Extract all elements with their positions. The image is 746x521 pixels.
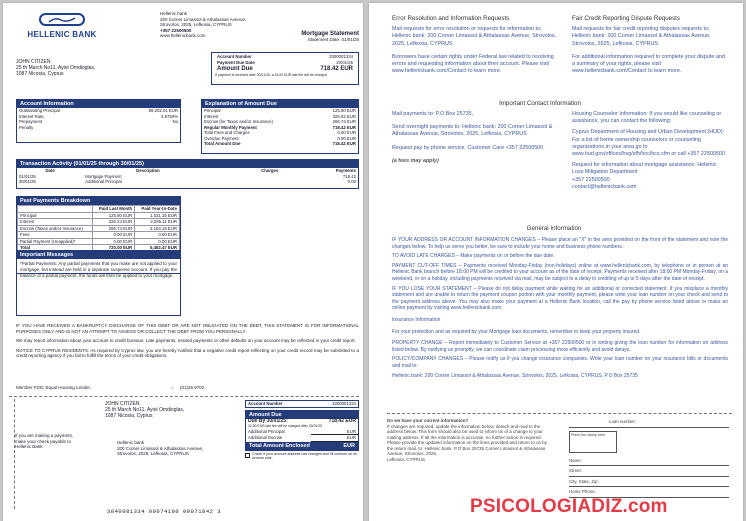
name-field[interactable] [569,456,729,467]
explanation-panel [201,99,359,154]
table-cell: 0.00 EUR [92,232,134,239]
fair-credit-body: Mail requests for fair credit reporting disputes requests to: Hellenic bank: 200 Corner Limassol & Athalassas Avenue, Strovolos, 2025, Lefkosia, CYPRUS [572,26,711,47]
table-cell: Regular Monthly Payment [204,124,257,130]
coupon-amount-box [245,400,359,461]
additional-info-text: For additional information required to complete your dispute and a summary of your rights, please visit www.hellenicbank.com/Contact to learn more. [572,53,725,75]
loan-number-label: Loan number: [609,419,637,424]
table-cell: 125.80 EUR [92,212,134,219]
coupon-divider [9,396,359,397]
table-cell: Total [18,245,93,252]
statement-title: Mortgage Statement [301,31,359,37]
table-cell: Escrow (Taxes and/or Insurance) [18,225,93,232]
address-change-instructions: IF YOUR ADDRESS OR ACCOUNT INFORMATION CHANGES – Please place an "X" in the area provided on the front of the statement and note the changes below. To help us serve you better, be sure to include your home and business phone numbers. [392,237,728,250]
table-cell: Interest [204,113,219,119]
table-cell: 89,202.01 EUR [148,108,178,113]
table-header: Paid Last Month [92,206,134,213]
coupon-bank-address: 200 Corner Limassol & Athalassas Avenue, [117,445,204,451]
overnight-payments-text: Send overnight payments to: Hellenic bank: 200 Corner Limassol & Athalassas Avenue, Strovolos, 2025, Lefkosia, CYPRUS [392,124,553,138]
past-payments-table [17,205,180,252]
coupon-amount-due-title: Amount Due [246,411,358,419]
table-cell: Overdue Payment [204,135,239,141]
amount-due-value: 718.42 EUR [320,66,353,72]
watermark-domain: .com [622,496,668,517]
table-header: Paid Year-to-Date [135,206,180,213]
coupon-account-label: Account Number [248,401,283,406]
mitigation-text: Request for information about mortgage assistance: Hellenic Loss Mitigation Department [572,162,717,176]
mail-payments-text: Mail payments to: P.O.Box 25735, [392,111,474,117]
coupon-bank-address [117,440,227,457]
new-address-title: Do we have your current information? [387,418,469,423]
table-cell: 0.00 EUR [337,130,356,135]
table-header: Payments [335,168,356,173]
table-row [202,141,358,147]
watermark [470,496,668,518]
table-cell: 3.8750% [161,113,178,119]
stamp-box [569,431,617,453]
statement-title-block [261,31,359,43]
bank-phone: +357 22500500 [160,27,192,33]
table-row [17,125,180,131]
additional-escrow-label: Additional Escrow [248,434,283,440]
statement-back-page [369,3,743,521]
table-cell: No [172,119,178,124]
account-number-value: 3300001334 [329,54,353,59]
table-cell: 326.24 EUR [92,219,134,226]
address-change-checkbox[interactable] [245,453,250,458]
name-label: Name: [569,457,582,463]
account-information-panel [16,99,181,143]
table-cell: Outstanding Principal [19,108,60,113]
table-cell: Total Fees and Charges [204,130,250,135]
error-resolution-title: Error Resolution and Information Requests [392,15,510,22]
table-cell: 0.00 EUR [337,135,356,141]
cutoff-times-text: PAYMENT CUT-OFF TIMES – Payments received Monday-Friday (non-holidays) online at www.hellenicbank.com, by telephone or in person at an Hellenic Bank branch before 18:00 PM will be credited to your account as of the date of receipt. Payments received after 18:00 PM Monday-Friday, on a weekend, or on a holiday, including payments received via mail, may be subject to a delay in crediting of up to 5 days after the date of receipt. [392,262,728,282]
table-cell: 30/01/25 [19,179,36,184]
coupon-side-note: If you are making a payment, make your check payable to Hellenic Bank. [15,433,74,449]
coupon-customer-street: 25 th March No11, Ayioi Omdioglas, [105,407,185,413]
pay-by-phone-text: Request pay by phone service. Customer Care +357 22500500 [392,144,544,151]
lost-statement-text: IF YOU LOSE YOUR STATEMENT – Please do not delay payment while waiting for an additional or corrected statement. If you misplace a monthly statement and are unable to return the payment coupon portion with your monthly payment, please write your loan number on your check and send to the payment address above. You may also make your payment at a Hellenic Bank location, call the pay by phone service listed above or make an online payment by visiting www.hellenicbank.com. [392,285,728,312]
transaction-activity-panel [16,159,359,189]
new-address-body: If changes are required, update the information below, detach and mail to the address below. This form should also be used to inform us of a change to your mailing address. If all the information is accurate, no further action is required. Please provide the updated information on the lines provided and return to us by the return mail, to: Hellenic bank. P.O Box 25735 Corner Limassol & Athalassas Avenue, Strovolos, 2025, [387,423,547,456]
micr-line: 3840081334 00074100 00071842 3 [107,508,222,515]
customer-name: JOHN CITIZEN [16,59,51,65]
policy-address: Hellenic bank: 200 Corner Limassol & Athalassas Avenue, Strovolos, 2025, Lefkosia, CYPRUS, P.O Box 25735 [392,372,638,379]
housing-counselor-text: Housing Counselor Information: If you would like counseling or assistance, you can contact the following: [572,111,722,125]
total-enclosed-label: Total Amount Enclosed [249,442,310,449]
table-cell: 266.74 EUR [92,225,134,232]
cyprus-residents-notice: NOTICE TO CYPRUS RESIDENTS: As required by Cyprus law, you are hereby notified that a negative credit report reflecting on your credit record may be submitted to a credit reporting agency if you fail to fulfill the terms of your credit obligations. [16,347,359,358]
error-resolution-section [392,15,557,75]
table-cell: 0.00 EUR [92,238,134,245]
hud-text: Cyprus Department of Housing and Urban Development (HUD): For a list of home ownership counselors or counseling organizations in your area go to www.hud.gov/offices/hsg/sfh/hcc/hcs.cfm or call +357 22500500 [572,129,725,158]
new-address-section [387,418,547,462]
error-resolution-body: Mail requests for error resolution or requests for information to: Hellenic bank: 200 Corner Limassol & Athalassas Avenue, Strovolos, 2025, Lefkosia, CYPRUS [392,26,557,47]
home-phone-label: Home Phone: [569,489,596,494]
table-cell [213,179,281,185]
credit-report-notice: We may report information about your account to credit bureaus. Late payments, missed payments or other defaults on your account may be reflected in your credit report. [16,338,356,343]
amount-due-label: Amount Due [217,66,253,72]
fees-note: (a fees may apply) [392,157,439,164]
table-cell: Interest [18,219,93,226]
table-cell: Interest Rate [19,113,44,119]
bank-web: www.hellenicbank.com [160,33,206,38]
currency-label: EUR [346,428,356,434]
table-cell: Penalty [19,124,34,130]
statement-date: Statement Date: 01/01/25 [307,37,359,42]
important-messages-panel [16,250,181,316]
table-row [17,179,358,185]
fair-credit-title: Fair Credit Reporting Dispute Requests [572,15,680,22]
policy-change-text: POLICY/COMPANY CHANGES – Please notify us if you change insurance companies. Write your loan number on your insurance bills or documents and mail to: [392,356,728,369]
table-cell: 01/01/25 [19,173,36,179]
account-information-title: Account Information [17,100,180,108]
account-number-label: Account Number [217,54,252,59]
bank-name: Hellenic bank [160,11,188,16]
additional-principal-label: Additional Principal [248,428,285,434]
street-label: Street: [569,468,582,473]
coupon-due-by: Due By 30/01/25: [248,417,288,424]
past-payments-title: Past Payments Breakdown [17,197,180,205]
table-cell: 5,462.47 EUR [135,245,180,252]
coupon-customer-address [105,401,225,419]
table-header: Description [136,168,160,173]
table-cell: Additional Principal [85,179,122,184]
coupon-side-perforation [9,399,15,509]
due-date-label: Payment Due Date [217,59,255,65]
table-cell: 0.00 EUR [135,238,180,245]
table-cell: 125.80 EUR [332,108,356,113]
table-cell: 0.00 EUR [135,232,180,239]
address-change-row [245,452,359,461]
table-cell: Prepayment [19,119,43,124]
street-field[interactable] [569,466,729,477]
table-cell: Principal [204,108,221,113]
address-change-label: Check if your account address has changed and fill conform on its reverse side. [252,451,357,461]
explanation-title: Explanation of Amount Due [202,100,358,108]
explanation-table [202,108,358,147]
bank-address-block [160,11,260,39]
customer-city: 1087 Nicosia, Cyprus [16,71,64,77]
table-cell: 266.74 EUR [332,119,356,124]
property-change-text: PROPERTY CHANGE – Report immediately to Customer Service at +357 22500500 or in writing giving the loan number for information on address listed below. By notifying us promptly, we can coordinate claim processing more efficiently and avoid delays. [392,340,728,353]
currency-label: EUR [346,435,356,440]
table-cell: 720.00 EUR [92,245,134,252]
bank-address-line: 200 Corner Limassol & Athalassas Avenue, [160,16,247,22]
table-cell: Partial Payment (Unapplied)* [18,238,93,245]
table-cell: 718.42 EUR [332,124,356,130]
table-header: Date [45,168,55,173]
fair-credit-section [572,15,728,75]
logo-mark-icon [39,13,85,26]
coupon-customer-city: 1087 Nicosia, Cyprus [105,413,153,419]
customer-street: 25 th March No11, Ayioi Omdioglas, [16,65,96,71]
table-cell: Mortgage Payment [85,173,122,179]
table-cell: Escrow (for Taxes and/or Insurance) [204,119,273,124]
watermark-text: PSICOLOGIADIZ [470,496,623,517]
account-information-table [17,108,180,130]
insurance-title: Insurance Information [392,316,441,323]
contact-right-section [572,111,728,191]
table-cell [110,125,180,131]
contact-left-section [392,111,557,165]
table-cell: 718.42 EUR [332,141,356,146]
table-cell: Total Amount Due [204,141,241,146]
table-header: Charges [261,168,279,173]
table-cell: 1,531.15 EUR [135,212,180,219]
important-messages-body: *Partial Payments: Any partial payments that you make are not applied to your mortgage, but instead are held in a separate suspense account. If you pay the balance of a partial payment, the funds will then be applied to your mortgage. [20,261,177,278]
back-coupon-divider [387,413,732,414]
coupon-due-amount: 718.42 EUR [328,417,356,424]
insurance-body: For your protection and as required by your Mortgage loan documents, remember to keep your property insured. [392,328,641,335]
fdic-lender-text: Member FDIC Equal Housing Lender. [16,385,92,390]
coupon-bank-address: Strovolos, 2025, Lefkosia, CYPRUS [117,451,189,456]
new-address-city: Lefkosia, CYPRUS [387,456,426,462]
table-cell: 2,163.19 EUR [135,225,180,232]
customer-address [16,59,136,77]
table-cell: 0.00 [347,179,356,184]
table-cell: 718.42 [342,173,356,179]
city-field[interactable] [569,477,729,488]
transaction-activity-title: Transaction Activity (01/01/25 through 30/01/25) [17,160,358,168]
important-contact-title: Important Contact Information [499,100,581,107]
coupon-account-value: 3300001334 [332,401,356,406]
housing-lender-icon: ⌂ [171,385,174,390]
mitigation-email: contact@hellenicbank.com [572,183,637,190]
late-fee-note: If payment is received after 20/01/25, a 25.00 EUR late fee will be charged [215,73,327,77]
table-cell: 2,285.11 EUR [135,219,180,226]
table-cell: Fees [18,232,93,239]
statement-front-page [3,3,363,521]
due-date-value: 20/01/25 [336,59,353,65]
stamp-label: Place the stamp here [571,432,605,437]
coupon-customer-name: JOHN CITIZEN [105,401,140,407]
loan-number-field[interactable] [569,417,729,428]
city-label: City, State, Zip: [569,478,599,484]
mitigation-phone: +357 22500500 [572,176,610,183]
logo-text: HELLENIC BANK [27,30,97,39]
currency-label: EUR [343,442,355,449]
bank-logo [13,11,111,49]
table-cell: 325.82 EUR [332,113,356,119]
transaction-table [17,168,358,185]
important-messages-title: Important Messages [17,251,180,259]
coupon-late-fee: 22.50 EUR late fee will be charged after 30/01/25 [248,424,323,428]
summary-box [211,52,359,85]
general-information-body [392,237,728,379]
new-address-form [569,417,729,498]
table-cell: Principal [18,212,93,219]
late-charges-text: TO AVOID LATE CHARGES – Make payments on or before the due date. [392,253,555,260]
borrowers-rights-text: Borrowers have certain rights under Federal law related to resolving errors and requesting information about their account. Please visit www.hellenicbank.com/Contact to learn more. [392,53,554,75]
general-information-title: General Information [526,225,582,232]
total-enclosed-row [246,442,358,450]
bank-address-line: Strovolos, 2025, Lefkosia, CYPRUS [160,22,232,27]
notice-phone: (01)25 9702 [180,385,205,390]
coupon-bank-name: Hellenic bank [117,440,145,445]
notices-block [16,323,359,359]
bankruptcy-notice: IF YOU HAVE RECEIVED A BANKRUPTCY DISCHARGE OF THIS DEBT OR ARE NOT OBLIGATED ON THE DEBT, THIS STATEMENT IS FOR INFORMATIONAL PURPOSES ONLY AND IS NOT AN ATTEMPT TO ASSESS OR COLLECT THE DEBT FROM YOU PERSONALLY. [16,323,359,334]
